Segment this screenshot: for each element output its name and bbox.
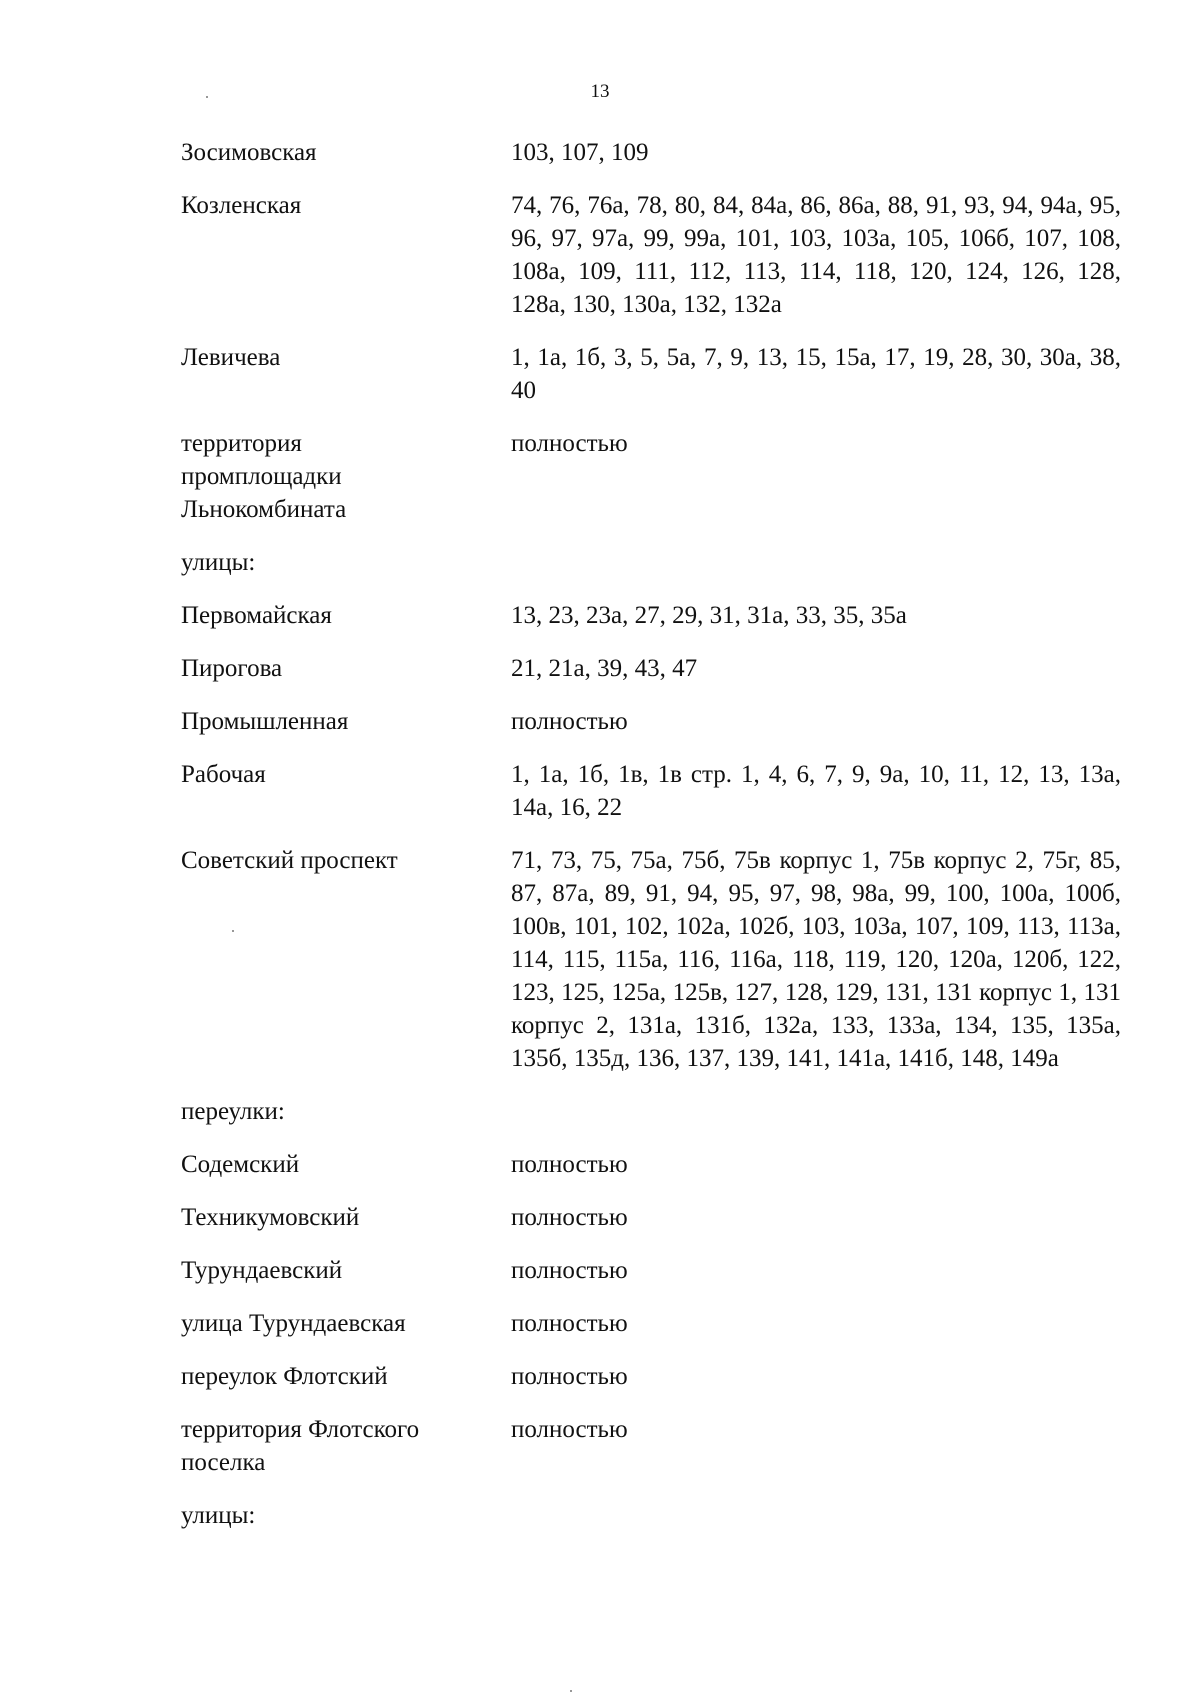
address-row [181,758,1121,824]
address-row [181,427,1121,526]
scan-speck [570,1690,572,1692]
street-name: Промышленная [181,708,349,735]
address-row [181,136,1121,169]
address-row [181,1307,1121,1340]
house-numbers: 103, 107, 109 [511,139,649,166]
section-heading-streets: улицы: [181,1502,256,1529]
address-row [181,705,1121,738]
street-name: Пирогова [181,655,283,682]
house-numbers: полностью [511,1416,628,1443]
scan-speck [206,96,208,98]
address-row [181,1413,1121,1479]
house-numbers: полностью [511,430,628,457]
address-row [181,1360,1121,1393]
house-numbers: полностью [511,1363,628,1390]
house-numbers: 74, 76, 76а, 78, 80, 84, 84а, 86, 86а, 88, 91, 93, 94, 94а, 95, 96, 97, 97а, 99, 99а, 101, 103, 103а, 105, 106б, 107, 108, 108а, 109, 111, 112, 113, 114, 118, 120, 124, 126, 128, 128а, 130, 130а, 132, 132а [511,192,1121,318]
address-row [181,844,1121,1075]
address-row [181,1201,1121,1234]
house-numbers: 13, 23, 23а, 27, 29, 31, 31а, 33, 35, 35а [511,602,907,629]
lane-name: Турундаевский [181,1257,343,1284]
street-name: улица Турундаевская [181,1310,406,1337]
house-numbers: 1, 1а, 1б, 3, 5, 5а, 7, 9, 13, 15, 15а, 17, 19, 28, 30, 30а, 38, 40 [511,344,1121,404]
house-numbers: полностью [511,708,628,735]
lane-name: Содемский [181,1151,300,1178]
street-name: Советский проспект [181,847,398,874]
address-row [181,1148,1121,1181]
address-row [181,189,1121,321]
street-name: Рабочая [181,761,266,788]
address-row [181,341,1121,407]
house-numbers: полностью [511,1204,628,1231]
section-heading-lanes: переулки: [181,1098,285,1125]
street-name: Козленская [181,192,302,219]
territory-name: территория Флотского поселка [181,1416,420,1476]
section-heading-streets: улицы: [181,549,256,576]
street-name: Первомайская [181,602,332,629]
territory-name: территория промплощадки Льнокомбината [181,430,347,523]
address-row [181,599,1121,632]
address-row [181,1254,1121,1287]
address-list [181,136,1121,1552]
house-numbers: полностью [511,1257,628,1284]
house-numbers: полностью [511,1151,628,1178]
house-numbers: 21, 21а, 39, 43, 47 [511,655,698,682]
house-numbers: 71, 73, 75, 75а, 75б, 75в корпус 1, 75в корпус 2, 75г, 85, 87, 87а, 89, 91, 94, 95, 97, 98, 98а, 99, 100, 100а, 100б, 100в, 101, 102, 102а, 102б, 103, 103а, 107, 109, 113, 113а, 114, 115, 115а, 116, 116а, 118, 119, 120, 120а, 120б, 122, 123, 125, 125а, 125в, 127, 128, 129, 131, 131 корпус 1, 131 корпус 2, 131а, 131б, 132а, 133, 133а, 134, 135, 135а, 135б, 135д, 136, 137, 139, 141, 141а, 141б, 148, 149а [511,847,1121,1072]
page-number: 13 [590,81,610,102]
lane-name: переулок Флотский [181,1363,388,1390]
lane-name: Техникумовский [181,1204,360,1231]
address-row [181,652,1121,685]
house-numbers: 1, 1а, 1б, 1в, 1в стр. 1, 4, 6, 7, 9, 9а, 10, 11, 12, 13, 13а, 14а, 16, 22 [511,761,1121,821]
house-numbers: полностью [511,1310,628,1337]
street-name: Левичева [181,344,281,371]
street-name: Зосимовская [181,139,317,166]
